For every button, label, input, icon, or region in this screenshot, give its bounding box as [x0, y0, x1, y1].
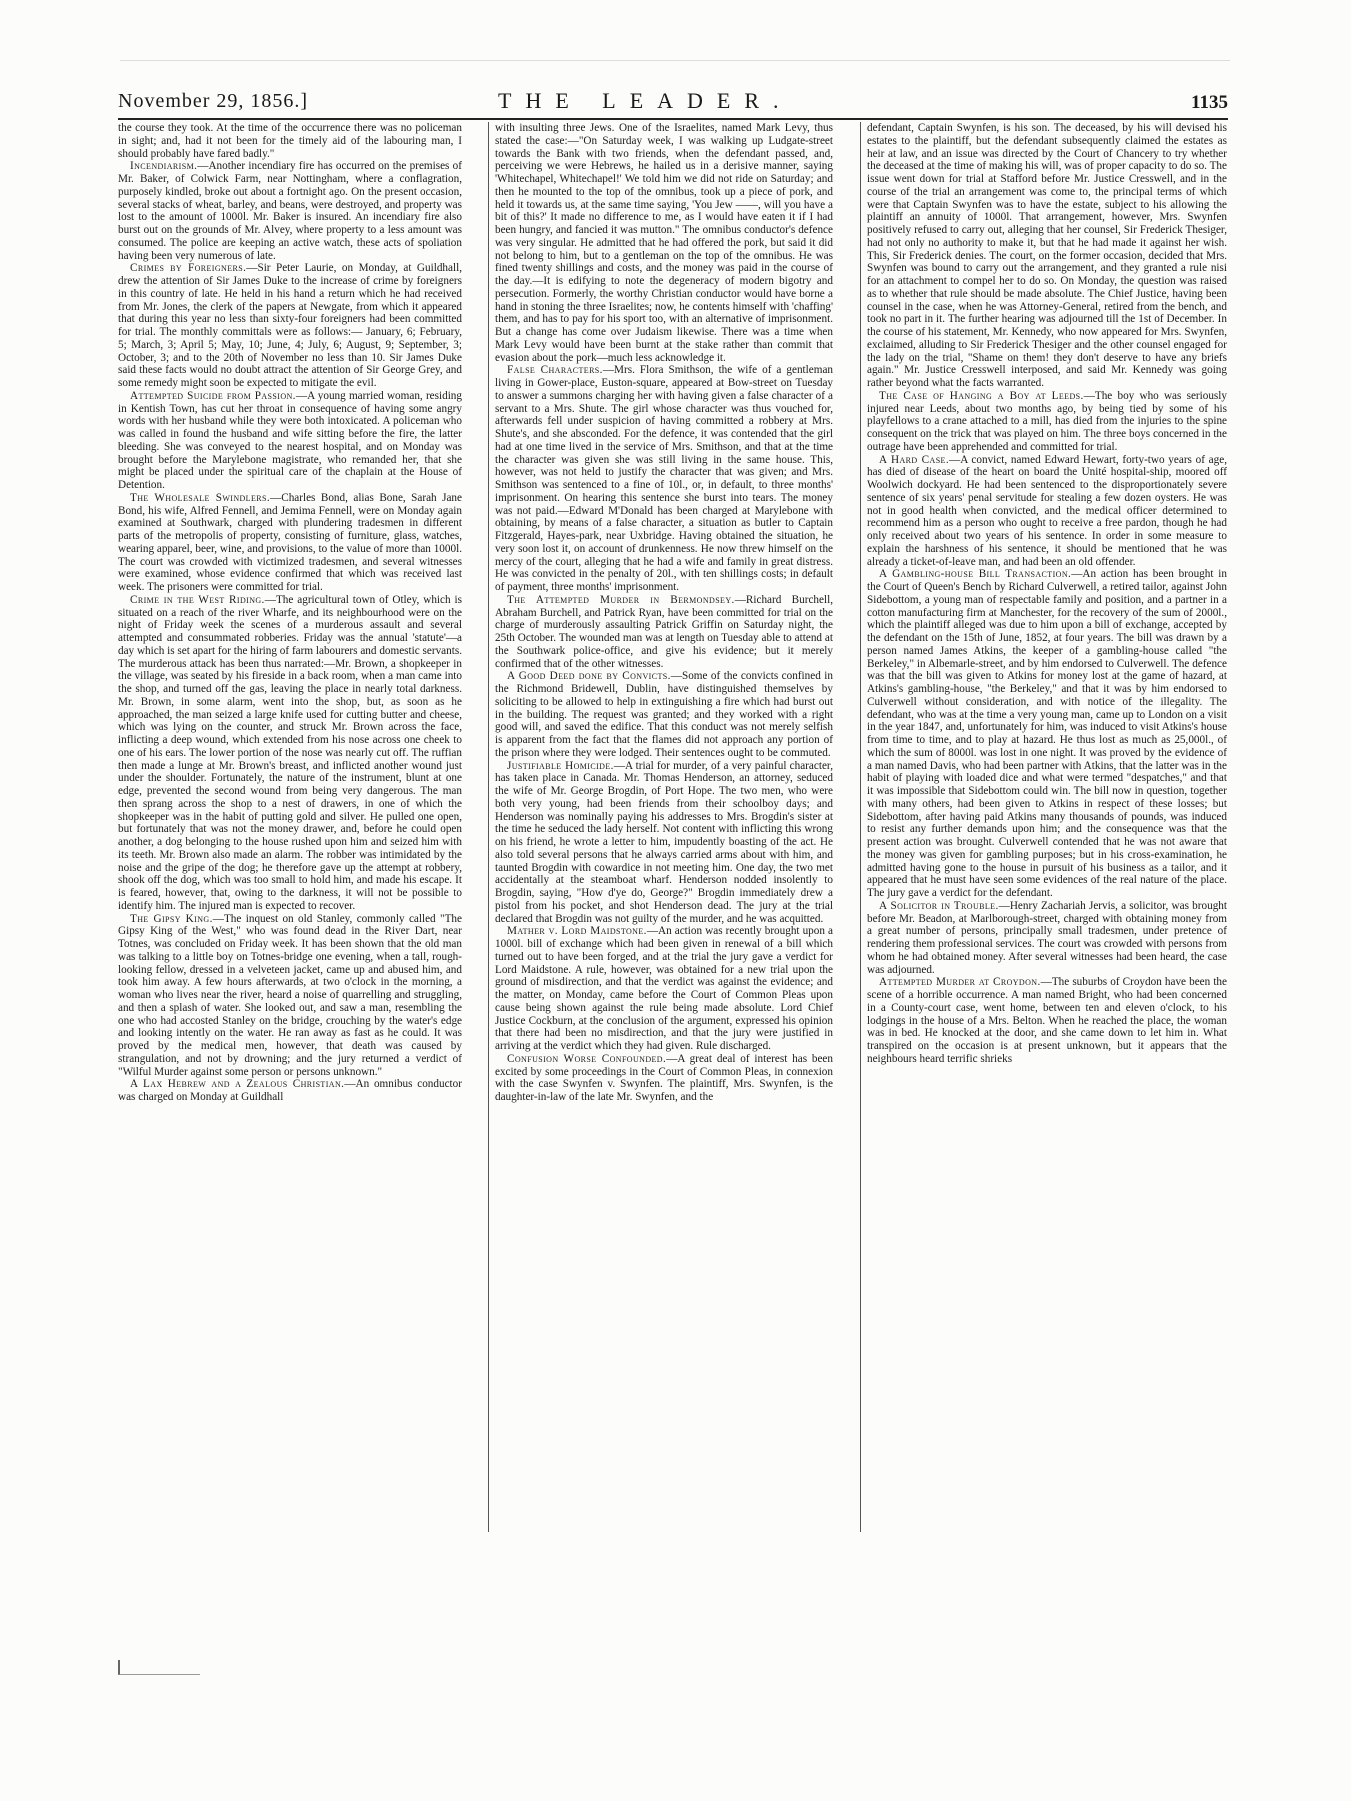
article-heading: The Wholesale Swindlers. [130, 491, 271, 504]
article-heading: Justifiable Homicide. [507, 759, 614, 772]
article-text: —A trial for murder, of a very painful character, has taken place in Canada. Mr. Thomas Henderson, an attorney, seduced the wife of Mr. George Brogdin, of Port Hope. The two men, who were both very young, had been friends from their schoolboy days; and Henderson was nominally paying his addresses to Mrs. Brogdin's sister at the time he seduced the lady herself. Not content with inflicting this wrong on his friend, he wrote a letter to him, impudently boasting of the act. He also told several persons that he always carried arms about with him, and taunted Brogdin with cowardice in not meeting him. One day, the two met accidentally at the steamboat wharf. Henderson nodded insolently to Brogdin, saying, "How d'ye do, George?" Brogdin immediately drew a pistol from his pocket, and shot Henderson dead. The jury at the trial declared that Brogdin was not guilty of the murder, and he was acquitted. [495, 759, 833, 925]
article-text: —A convict, named Edward Hewart, forty-two years of age, has died of disease of the heart on board the Unité hospital-ship, moored off Woolwich dockyard. He had been sentenced to the disproportionately severe sentence of six years' penal servitude for stealing a few dozen oysters. He was not in good health when convicted, and the medical officer determined to recommend him as a person who ought to receive a free pardon, though he had only received about two years of his sentence. In order in some measure to explain the harshness of his sentence, it should be mentioned that he was already a ticket-of-leave man, and had been an old offender. [867, 453, 1227, 568]
article-heading: A Lax Hebrew and a Zealous Christian. [130, 1078, 345, 1091]
article-text: —Mrs. Flora Smithson, the wife of a gentleman living in Gower-place, Euston-square, appeared at Bow-street on Tuesday to answer a summons charging her with having given a false character of a servant to a Mrs. Shute. The girl whose character was thus vouched for, afterwards fell under suspicion of having committed a robbery at Mrs. Shute's, and she absconded. For the defence, it was contended that the girl had at one time lived in the service of Mrs. Smithson, and that at the time the character was given she was still living in the same house. This, however, was not held to justify the character that was given; and Mrs. Smithson was sentenced to a fine of 10l., or, in default, to three months' imprisonment. On hearing this sentence she burst into tears. The money was not paid.—Edward M'Donald has been charged at Marylebone with obtaining, by means of a false character, a situation as butler to Captain Fitzgerald, Hayes-park, near Uxbridge. Having obtained the situation, he very soon lost it, on account of drunkenness. He now threw himself on the mercy of the court, alleging that he had a wife and family in great distress. He was convicted in the penalty of 20l., with ten shillings costs; in default of payment, three months' imprisonment. [495, 364, 833, 593]
article-heading: False Characters. [507, 364, 603, 377]
article-text: —The boy who was seriously injured near Leeds, about two months ago, by being tied by some of his playfellows to a crane attached to a mill, has died from the injuries to the spine consequent on the trick that was played on him. The three boys concerned in the outrage have been apprehended and committed for trial. [867, 389, 1227, 453]
article-heading: Crimes by Foreigners. [130, 262, 247, 275]
article-text: —Richard Burchell, Abraham Burchell, and Patrick Ryan, have been committed for trial on the charge of murderously assaulting Patrick Griffin on Saturday night, the 25th October. The wounded man was at length on Tuesday able to attend at the Southwark police-office, and give his evidence; but it merely confirmed that of the other witnesses. [495, 593, 833, 670]
article-paragraph [118, 913, 462, 1079]
article-paragraph [495, 760, 833, 926]
article-paragraph [118, 160, 462, 262]
article-paragraph [118, 262, 462, 390]
article-paragraph [495, 594, 833, 671]
article-paragraph [867, 122, 1227, 390]
page-number: 1135 [1191, 92, 1228, 113]
article-heading: A Gambling-house Bill Transaction. [879, 568, 1072, 581]
article-paragraph [495, 364, 833, 594]
article-heading: Attempted Suicide from Passion. [130, 389, 296, 402]
article-paragraph [118, 122, 462, 160]
article-text: —A great deal of interest has been excited by some proceedings in the Court of Common Pleas, in connexion with the case Swynfen v. Swynfen. The plaintiff, Mrs. Swynfen, is the daughter-in-law of the late Mr. Swynfen, and the [495, 1052, 833, 1103]
article-paragraph [867, 976, 1227, 1065]
article-text: —The suburbs of Croydon have been the scene of a horrible occurrence. A man named Bright, who had been concerned in a County-court case, went home, between ten and eleven o'clock, to his lodgings in the house of a Mrs. Belton. When he reached the place, the woman was in bed. He knocked at the door, and she came down to let him in. What transpired on the occasion is at present unknown, but it appears that the neighbours heard terrific shrieks [867, 976, 1227, 1065]
article-paragraph [495, 1053, 833, 1104]
article-heading: Incendiarism. [130, 160, 198, 173]
article-heading: Confusion Worse Confounded. [507, 1052, 667, 1065]
article-heading: Attempted Murder at Croydon. [879, 976, 1041, 989]
article-heading: Crime in the West Riding. [130, 593, 265, 606]
article-text: —The agricultural town of Otley, which is situated on a reach of the river Wharfe, and its neighbourhood were on the night of Friday week the scenes of a murderous assault and several attempted and consummated robberies. Friday was the annual 'statute'—a day which is set apart for the hiring of farm labourers and domestic servants. The murderous attack has been thus narrated:—Mr. Brown, a shopkeeper in the village, was seated by his fireside in a back room, when a man came into the shop, and turned off the gas, leaving the place in nearly total darkness. Mr. Brown, in some alarm, went into the shop, but, as soon as he approached, the man seized a large knife used for cutting butter and cheese, which was lying on the counter, and struck Mr. Brown across the face, inflicting a deep wound, which extended from his nose across one cheek to one of his ears. The lower portion of the nose was nearly cut off. The ruffian then made a lunge at Mr. Brown's breast, and inflicted another wound just under the shoulder. Fortunately, the nature of the instrument, blunt at one edge, prevented the second wound from being very dangerous. The man then sprang across the shop to a nest of drawers, in one of which the shopkeeper was in the habit of putting gold and silver. He pulled one open, but fortunately that was not the money drawer, and, before he could open another, a dog belonging to the house rushed upon him and seized him with its teeth. Mr. Brown also made an alarm. The robber was intimidated by the noise and the gripe of the dog; he therefore gave up the attempt at robbery, shook off the dog, which was too small to hold him, and made his escape. It is feared, however, that, owing to the darkness, it will not be possible to identify him. The injured man is expected to recover. [118, 593, 462, 912]
article-heading: Mather v. Lord Maidstone. [507, 925, 647, 938]
article-paragraph [495, 122, 833, 364]
article-text: —The inquest on old Stanley, commonly called "The Gipsy King of the West," who was found dead in the River Dart, near Totnes, was concluded on Friday week. It has been shown that the old man was talking to a little boy on Totnes-bridge one evening, when a tall, rough-looking fellow, dressed in a velveteen jacket, came up and abused him, and took him away. A few hours afterwards, at two o'clock in the morning, a woman who lives near the river, heard a noise of quarrelling and struggling, and then a splash of water. She looked out, and saw a man, resembling the one who had accosted Stanley on the bridge, crouching by the water's edge and looking intently on the water. He ran away as fast as he could. It was proved by the medical men, however, that death was caused by strangulation, and not by drowning; and the jury returned a verdict of "Wilful Murder against some person or persons unknown." [118, 912, 462, 1078]
article-paragraph [495, 925, 833, 1053]
article-paragraph [118, 1078, 462, 1104]
column-1 [118, 122, 462, 1532]
article-heading: The Attempted Murder in Bermondsey. [507, 593, 735, 606]
article-paragraph [867, 454, 1227, 569]
article-text: the course they took. At the time of the occurrence there was no policeman in sight; and, had it not been for the timely aid of the labouring man, I should probably have fared badly." [118, 122, 462, 160]
masthead-title: THE LEADER. [498, 88, 793, 113]
scan-edge-mark [120, 60, 1230, 69]
article-paragraph [867, 900, 1227, 977]
article-text: —A young married woman, residing in Kentish Town, has cut her throat in consequence of having some angry words with her husband while they were both intoxicated. A policeman who was called in found the husband and wife sitting before the fire, the latter bleeding. She was conveyed to the nearest hospital, and on Monday was brought before the Marylebone magistrate, who remanded her, that she might be placed under the spiritual care of the chaplain at the House of Detention. [118, 389, 462, 491]
article-paragraph [118, 390, 462, 492]
article-text: defendant, Captain Swynfen, is his son. The deceased, by his will devised his estates to the plaintiff, but the defendant subsequently claimed the estates as heir at law, and an issue was directed by the Court of Chancery to try whether the deceased at the time of making his will, was of proper capacity to do so. The issue went down for trial at Stafford before Mr. Justice Cresswell, and in the course of the trial an arrangement was come to, the principal terms of which were that Captain Swynfen was to have the estate, subject to his allowing the plaintiff an annuity of 1000l. That arrangement, however, Mrs. Swynfen positively refused to carry out, alleging that her counsel, Sir Frederick Thesiger, had not only no authority to make it, but that he had made it against her wish. This, Sir Frederick denies. The court, on the former occasion, decided that Mrs. Swynfen was bound to carry out the arrangement, and they granted a rule nisi for an attachment to compel her to do so. On Monday, the question was raised as to whether that rule should be made absolute. The Chief Justice, having been counsel in the case, when he was Attorney-General, retired from the bench, and took no part in it. The further hearing was adjourned till the 1st of December. In the course of his statement, Mr. Kennedy, who now appeared for Mrs. Swynfen, exclaimed, alluding to Sir Frederick Thesiger and the other counsel engaged for the lady on the trial, "Shame on them! they don't deserve to have any briefs again." Mr. Justice Cresswell interposed, and said Mr. Kennedy was going rather beyond what the facts warranted. [867, 122, 1227, 389]
article-paragraph [495, 670, 833, 759]
header-date: November 29, 1856.] [118, 90, 309, 112]
article-heading: A Hard Case. [879, 453, 950, 466]
article-paragraph [118, 492, 462, 594]
article-text: —An action has been brought in the Court of Queen's Bench by Richard Culverwell, a retired tailor, against John Sidebottom, a young man of respectable family and position, and a partner in a cotton manufacturing firm at Manchester, for the recovery of the sum of 2000l., which the plaintiff alleged was due to him upon a bill of exchange, accepted by the defendant on the 15th of June, 1852, at four years. The bill was drawn by a person named James Atkins, the keeper of a gambling-house called "the Berkeley," in Albemarle-street, and by him endorsed to Culverwell. The defence was that the bill was given to Atkins for money lost at the game of hazard, at Atkins's gambling-house, "the Berkeley," and that it was by him endorsed to Culverwell without consideration, and with notice of the illegality. The defendant, who was at the time a very young man, came up to London on a visit in the year 1847, and, unfortunately for him, was induced to visit Atkins's house from time to time, and to play at hazard. He thus lost as much as 25,000l., of which the sum of 8000l. was lost in one night. It was proved by the evidence of a man named Davis, who had been partner with Atkins, that the latter was in the habit of playing with loaded dice and what were termed "despatches," and that it was impossible that Sidebottom could win. The bill now in question, together with many others, had been given to Atkins in respect of these losses; but Sidebottom, after having paid Atkins many thousands of pounds, was induced to resist any further demands upon him; and the consequence was that the present action was brought. Culverwell contended that he was not aware that the money was given for gambling purposes; but in his cross-examination, he admitted having gone to the house in pursuit of his business as a tailor, and it appeared that he must have seen some evidences of the real nature of the place. The jury gave a verdict for the defendant. [867, 568, 1227, 899]
article-text: —Another incendiary fire has occurred on the premises of Mr. Baker, of Colwick Farm, near Nottingham, where a conflagration, purposely kindled, broke out about a fortnight ago. On the present occasion, several stacks of wheat, barley, and beans, were destroyed, and property was lost to the amount of 1000l. Mr. Baker is insured. An incendiary fire also burst out on the grounds of Mr. Alvey, where property to a less amount was consumed. The police are keeping an active watch, these acts of spoliation having been very numerous of late. [118, 160, 462, 262]
article-heading: The Gipsy King. [130, 912, 213, 925]
article-text: —Charles Bond, alias Bone, Sarah Jane Bond, his wife, Alfred Fennell, and Jemima Fennell, were on Monday again examined at Southwark, charged with plundering tradesmen in different parts of the metropolis of property, consisting of furniture, glass, watches, wearing apparel, beer, wine, and provisions, to the value of more than 1000l. The court was crowded with victimized tradesmen, and several witnesses were examined, whose evidence confirmed that which was received last week. The prisoners were committed for trial. [118, 491, 462, 593]
article-paragraph [867, 390, 1227, 454]
page-header [118, 84, 1228, 120]
scan-corner-mark [118, 1660, 200, 1675]
article-text: with insulting three Jews. One of the Israelites, named Mark Levy, thus stated the case:—"On Saturday week, I was walking up Ludgate-street towards the Bank with two friends, when the defendant passed, and, perceiving we were Hebrews, he hailed us in a derisive manner, saying 'Whitechapel, Whitechapel!' We told him we did not ride on Saturday; and then he mounted to the top of the omnibus, took up a piece of pork, and held it towards us, at the same time saying, 'You Jew ——, will you have a bit of this?' It made no difference to me, as I would have eaten it if I had been hungry, and fancied it was mutton." The omnibus conductor's defence was very singular. He admitted that he had offered the pork, but said it did not belong to him, but to a gentleman on the top of the omnibus. He was fined twenty shillings and costs, and the money was paid in the course of the day.—It is edifying to note the degeneracy of modern bigotry and persecution. Formerly, the worthy Christian conductor would have borne a hand in stoning the three Israelites; now, he contents himself with 'chaffing' them, and has to pay for his sport too, with an alternative of imprisonment. But a change has come over Judaism likewise. There was a time when Mark Levy would have been burnt at the stake rather than commit that evasion about the pork—much less acknowledge it. [495, 122, 833, 364]
article-heading: The Case of Hanging a Boy at Leeds. [879, 389, 1084, 402]
article-text: —An omnibus conductor was charged on Monday at Guildhall [118, 1078, 462, 1103]
article-text: —Some of the convicts confined in the Richmond Bridewell, Dublin, have distinguished themselves by soliciting to be allowed to help in extinguishing a fire which had burst out in the building. The request was granted; and they worked with a right good will, and saved the edifice. That this conduct was not merely selfish is apparent from the fact that the flames did not approach any portion of the prison where they were lodged. Their sentences ought to be commuted. [495, 670, 833, 759]
article-heading: A Solicitor in Trouble. [879, 899, 999, 912]
article-text: —Sir Peter Laurie, on Monday, at Guildhall, drew the attention of Sir James Duke to the increase of crime by foreigners in this country of late. He held in his hand a return which he had received from Mr. Jones, the clerk of the papers at Newgate, from which it appeared that during this year no less than sixty-four foreigners had been committed for trial. The monthly committals were as follows:— January, 6; February, 5; March, 3; April 5; May, 10; June, 4; July, 6; August, 9; September, 3; October, 3; and to the 20th of November no less than 10. Sir James Duke said these facts would no doubt attract the attention of Sir George Grey, and some remedy might soon be expected to mitigate the evil. [118, 262, 462, 389]
article-text: —Henry Zachariah Jervis, a solicitor, was brought before Mr. Beadon, at Marlborough-street, charged with obtaining money from a great number of persons, principally small tradesmen, under pretence of rendering them professional services. The court was crowded with persons from whom he had obtained money. After several witnesses had been heard, the case was adjourned. [867, 899, 1227, 976]
article-paragraph [867, 568, 1227, 900]
column-2 [488, 122, 833, 1532]
article-paragraph [118, 594, 462, 913]
column-3 [860, 122, 1227, 1532]
article-text: —An action was recently brought upon a 1000l. bill of exchange which had been given in renewal of a bill which turned out to have been forged, and at the trial the jury gave a verdict for Lord Maidstone. A rule, however, was obtained for a new trial upon the ground of misdirection, and that the verdict was against the evidence; and the matter, on Monday, came before the Court of Common Pleas upon cause being shown against the rule being made absolute. Lord Chief Justice Cockburn, at the conclusion of the argument, expressed his opinion that there had been no misdirection, and that the jury were justified in arriving at the verdict which they had given. Rule discharged. [495, 925, 833, 1052]
article-heading: A Good Deed done by Convicts. [507, 670, 671, 683]
